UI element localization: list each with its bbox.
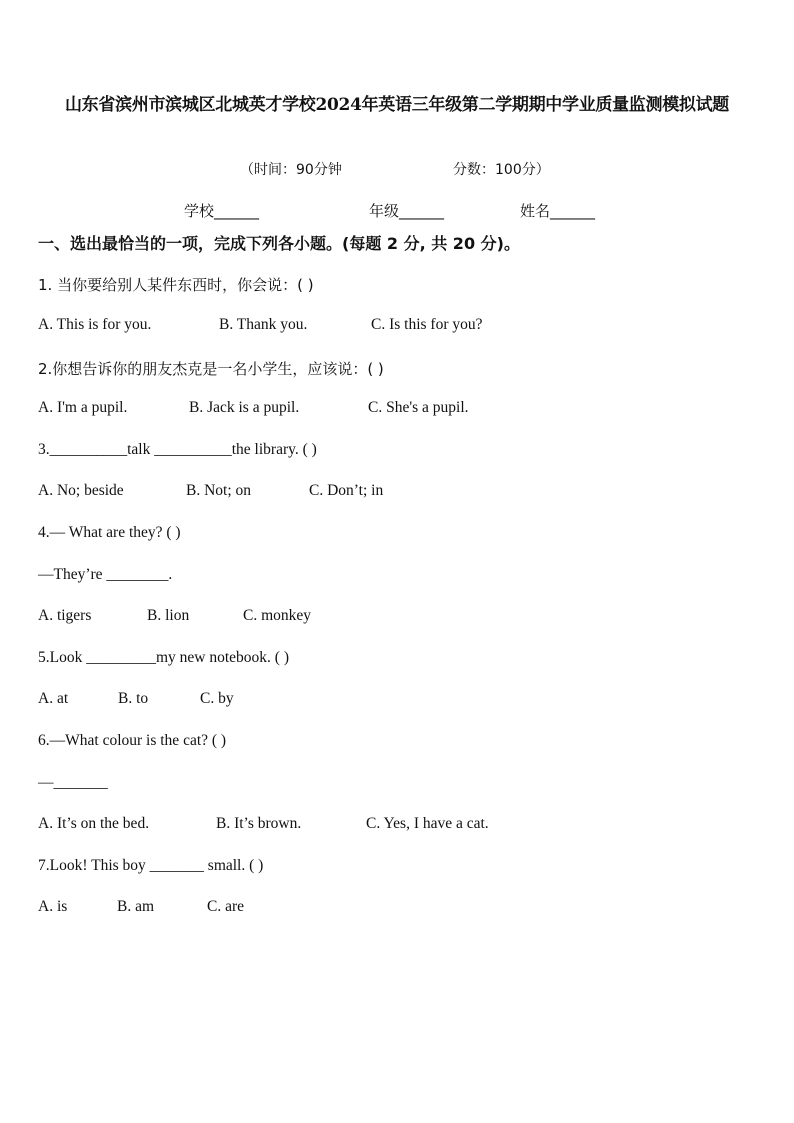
q5-option-a: A. at: [38, 690, 69, 707]
q7-option-a: A. is: [38, 898, 68, 915]
name-field: 姓名______: [520, 202, 596, 220]
question-6-reply: —_______: [38, 774, 108, 791]
q5-option-c: C. by: [200, 690, 234, 707]
question-7-stem: 7.Look! This boy _______ small. ( ): [38, 857, 264, 874]
q7-option-b: B. am: [117, 898, 155, 915]
school-field: 学校______: [184, 202, 260, 220]
q6-option-b: B. It’s brown.: [216, 815, 302, 832]
section-heading: 一、选出最恰当的一项，完成下列各小题。(每题 2 分, 共 20 分)。: [38, 234, 520, 253]
q6-option-a: A. It’s on the bed.: [38, 815, 150, 832]
score-label: 分数：100分）: [453, 162, 550, 178]
time-label: （时间：90分钟: [240, 162, 342, 178]
q1-option-a: A. This is for you.: [38, 316, 152, 333]
q2-option-c: C. She's a pupil.: [368, 399, 469, 416]
q7-option-c: C. are: [207, 898, 245, 915]
q3-option-b: B. Not; on: [186, 482, 252, 499]
question-3-stem: 3.__________talk __________the library. ( ): [38, 441, 317, 458]
q5-option-b: B. to: [118, 690, 149, 707]
question-6-stem: 6.—What colour is the cat? ( ): [38, 732, 227, 749]
q4-option-c: C. monkey: [243, 607, 312, 624]
q4-option-b: B. lion: [147, 607, 190, 624]
q4-option-a: A. tigers: [38, 607, 92, 624]
page-title: 山东省滨州市滨城区北城英才学校2024年英语三年级第二学期期中学业质量监测模拟试题: [64, 95, 729, 115]
q3-option-a: A. No; beside: [38, 482, 124, 499]
question-4-stem: 4.— What are they? ( ): [38, 524, 181, 541]
grade-field: 年级______: [369, 202, 445, 220]
q2-option-a: A. I'm a pupil.: [38, 399, 128, 416]
q3-option-c: C. Don’t; in: [309, 482, 384, 499]
q1-option-c: C. Is this for you?: [371, 316, 483, 333]
question-2-stem: 2.你想告诉你的朋友杰克是一名小学生，应该说：( ): [38, 360, 384, 378]
q6-option-c: C. Yes, I have a cat.: [366, 815, 489, 832]
question-4-reply: —They’re ________.: [38, 566, 173, 583]
question-5-stem: 5.Look _________my new notebook. ( ): [38, 649, 289, 666]
question-1-stem: 1. 当你要给别人某件东西时，你会说：( ): [38, 276, 314, 294]
q2-option-b: B. Jack is a pupil.: [189, 399, 300, 416]
q1-option-b: B. Thank you.: [219, 316, 308, 333]
